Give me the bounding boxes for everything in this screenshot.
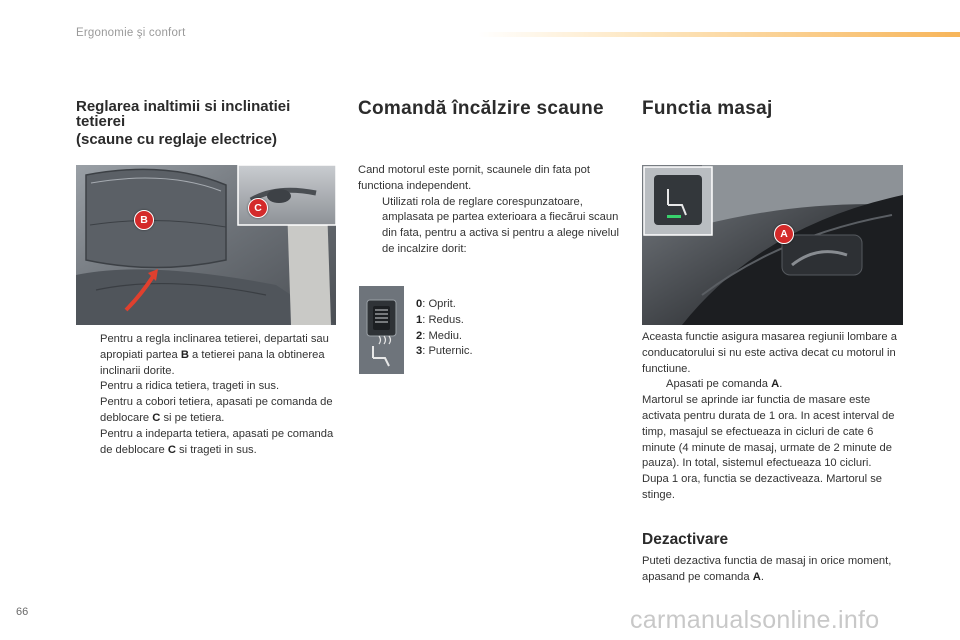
bullet-text: Utilizati rola de reglare corespunzatoare, amplasata pe partea exterioara a fiecărui scaun din fata, pentru a activa si pentru a alege nivelul de incalzire dorit: bbox=[382, 195, 619, 255]
headrest-heading-line3: (scaune cu reglaje electrice) bbox=[76, 131, 277, 148]
bullet-item bbox=[642, 377, 906, 393]
heating-level-item bbox=[416, 297, 566, 313]
headrest-photo bbox=[76, 165, 336, 325]
massage-illustration bbox=[642, 165, 903, 325]
watermark: carmanualsonline.info bbox=[630, 606, 880, 634]
heating-level-item bbox=[416, 329, 566, 345]
heating-dial-illustration bbox=[359, 286, 404, 374]
deactivation-text-post: . bbox=[760, 570, 764, 583]
bullet-item bbox=[76, 379, 338, 395]
bullet-item bbox=[76, 427, 338, 459]
level-label: : Oprit. bbox=[422, 298, 456, 310]
bullet-text: Pentru a cobori tetiera, apasati pe comanda de deblocare bbox=[100, 396, 333, 424]
level-label: : Mediu. bbox=[422, 329, 463, 342]
bold-label: A bbox=[752, 570, 761, 583]
headrest-heading bbox=[76, 99, 346, 147]
level-number: 3 bbox=[416, 345, 423, 358]
massage-deactivation-note: Dupa 1 ora, functia se dezactiveaza. Martorul se stinge. bbox=[642, 473, 883, 501]
bullet-text: Apasati pe comanda bbox=[666, 378, 772, 391]
level-label: : Puternic. bbox=[422, 345, 473, 358]
bullet-text-after: si pe tetiera. bbox=[160, 411, 225, 424]
seat-heating-heading: Comandă încălzire scaune bbox=[358, 98, 604, 119]
massage-text bbox=[642, 330, 906, 504]
massage-photo bbox=[642, 165, 903, 325]
seat-heating-text bbox=[358, 163, 620, 258]
header-accent-bar bbox=[478, 32, 960, 37]
heating-levels-list bbox=[416, 297, 566, 360]
seat-heating-intro: Cand motorul este pornit, scaunele din fata pot functiona independent. bbox=[358, 164, 590, 192]
label-c-badge: C bbox=[248, 198, 268, 218]
bullet-item bbox=[76, 332, 338, 379]
headrest-instructions bbox=[76, 332, 338, 458]
bullet-text: Pentru a regla inclinarea tetierei, departati sau apropiati partea bbox=[100, 333, 329, 361]
bullet-text-after: si trageti in sus. bbox=[175, 443, 257, 456]
bold-label: C bbox=[167, 443, 176, 456]
section-title: Ergonomie şi confort bbox=[76, 27, 186, 39]
level-number: 2 bbox=[416, 329, 423, 342]
label-b-badge: B bbox=[134, 210, 154, 230]
bold-label: C bbox=[152, 411, 161, 424]
heating-dial-photo bbox=[359, 286, 404, 374]
headrest-heading-line2: tetierei bbox=[76, 113, 126, 130]
massage-heading: Functia masaj bbox=[642, 98, 773, 119]
massage-description: Aceasta functie asigura masarea regiunii lombare a conducatorului si nu este activa decat cu motorul in functiune. bbox=[642, 331, 897, 375]
bullet-text: Pentru a ridica tetiera, trageti in sus. bbox=[100, 380, 280, 393]
heating-level-item bbox=[416, 344, 566, 360]
deactivation-text-pre: Puteti dezactiva functia de masaj in orice moment, apasand pe comanda bbox=[642, 555, 892, 583]
page-number: 66 bbox=[16, 606, 29, 618]
bullet-text-after: . bbox=[779, 378, 783, 391]
heating-level-item bbox=[416, 313, 566, 329]
deactivation-heading: Dezactivare bbox=[642, 531, 729, 548]
bold-label: B bbox=[180, 348, 189, 361]
massage-cycle-description: Martorul se aprinde iar functia de masare este activata pentru durata de 1 ora. In acest interval de timp, masajul se efectueaza in cicluri de cate 6 minute (4 minute de masaj, urmate de 2 minute de pauza). In total, sistemul efectueaza 10 cicluri. bbox=[642, 394, 895, 470]
deactivation-text bbox=[642, 554, 906, 586]
bullet-item bbox=[76, 395, 338, 427]
level-number: 1 bbox=[416, 313, 423, 326]
bullet-item bbox=[358, 195, 620, 258]
level-label: : Redus. bbox=[422, 313, 464, 326]
bullet-text-after: a tetierei pana la obtinerea inclinarii dorite. bbox=[100, 348, 325, 377]
headrest-illustration bbox=[76, 165, 336, 325]
label-a-badge: A bbox=[774, 224, 794, 244]
bullet-text: Pentru a indeparta tetiera, apasati pe comanda de deblocare bbox=[100, 427, 334, 456]
deactivation-paragraph bbox=[642, 554, 906, 586]
bold-label: A bbox=[771, 378, 780, 391]
level-number: 0 bbox=[416, 298, 423, 310]
headrest-heading-line1: Reglarea inaltimii si inclinatiei bbox=[76, 98, 291, 115]
